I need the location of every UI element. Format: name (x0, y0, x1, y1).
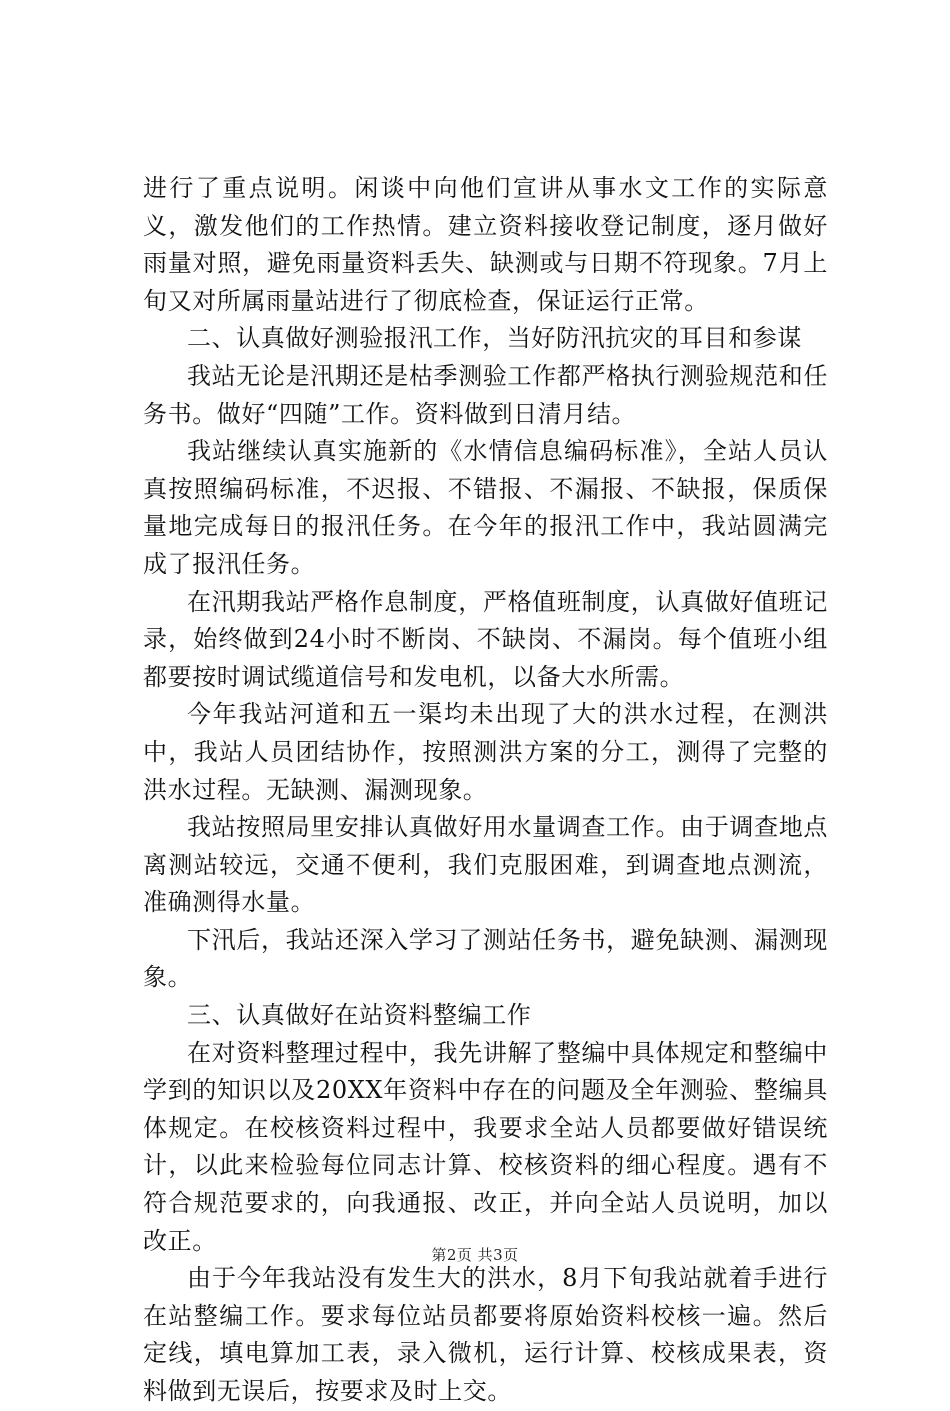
paragraph-continuation: 进行了重点说明。闲谈中向他们宣讲从事水文工作的实际意义，激发他们的工作热情。建立资料接收登记制度，逐月做好雨量对照，避免雨量资料丢失、缺测或与日期不符现象。7月上旬又对所属雨量站进行了彻底检查，保证运行正常。 (143, 174, 828, 315)
paragraph: 我站继续认真实施新的《水情信息编码标准》，全站人员认真按照编码标准，不迟报、不错报、不漏报、不缺报，保质保量地完成每日的报汛任务。在今年的报汛工作中，我站圆满完成了报汛任务。 (143, 437, 828, 578)
paragraph: 在汛期我站严格作息制度，严格值班制度，认真做好值班记录，始终做到24小时不断岗、不缺岗、不漏岗。每个值班小组都要按时调试缆道信号和发电机，以备大水所需。 (143, 587, 828, 691)
paragraph: 下汛后，我站还深入学习了测站任务书，避免缺测、漏测现象。 (143, 925, 828, 992)
section-heading-2: 二、认真做好测验报汛工作，当好防汛抗灾的耳目和参谋 (187, 324, 802, 353)
section-heading-3: 三、认真做好在站资料整编工作 (187, 1001, 532, 1030)
paragraph: 由于今年我站没有发生大的洪水，8月下旬我站就着手进行在站整编工作。要求每位站员都要将原始资料校核一遍。然后定线，填电算加工表，录入微机，运行计算、校核成果表，资料做到无误后，按要求及时上交。 (143, 1264, 828, 1405)
paragraph: 今年我站河道和五一渠均未出现了大的洪水过程，在测洪中，我站人员团结协作，按照测洪方案的分工，测得了完整的洪水过程。无缺测、漏测现象。 (143, 700, 828, 804)
paragraph: 我站按照局里安排认真做好用水量调查工作。由于调查地点离测站较远，交通不便利，我们克服困难，到调查地点测流，准确测得水量。 (143, 813, 828, 917)
paragraph: 我站无论是汛期还是枯季测验工作都严格执行测验规范和任务书。做好“四随”工作。资料做到日清月结。 (143, 361, 828, 428)
document-body (143, 170, 828, 1411)
paragraph: 在对资料整理过程中，我先讲解了整编中具体规定和整编中学到的知识以及20XX年资料中存在的问题及全年测验、整编具体规定。在校核资料过程中，我要求全站人员都要做好错误统计，以此来检验每位同志计算、校核资料的细心程度。遇有不符合规范要求的，向我通报、改正，并向全站人员说明，加以改正。 (143, 1038, 828, 1255)
page-number-footer: 第2页 共3页 (431, 1246, 519, 1264)
